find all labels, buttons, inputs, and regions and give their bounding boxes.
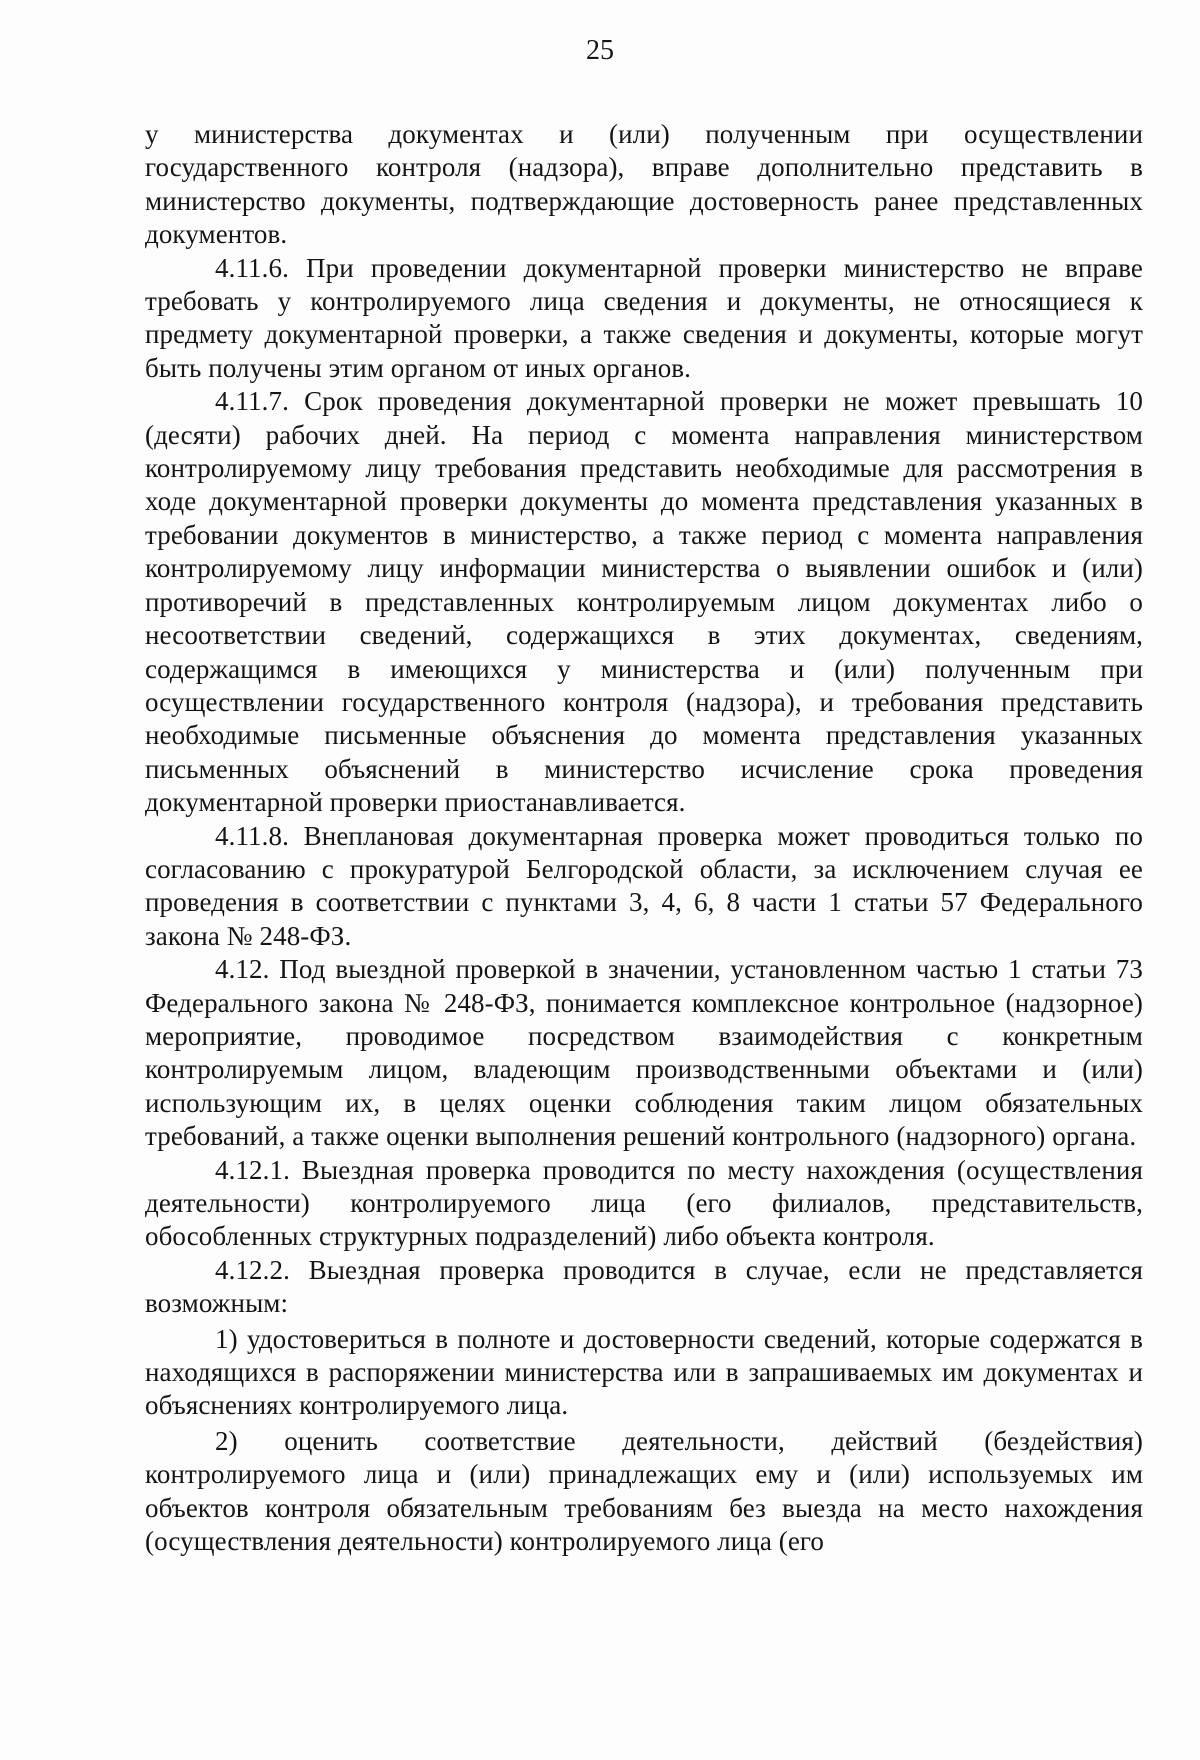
paragraph-continuation: у министерства документах и (или) полученным при осуществлении государственного контроля (надзора), вправе дополнительно представить в министерство документы, подтверждающие достоверность ранее представленных документов. bbox=[145, 119, 1143, 250]
paragraph-4-12-1: 4.12.1. Выездная проверка проводится по месту нахождения (осуществления деятельности) контролируемого лица (его филиалов, представительств, обособленных структурных подразделений) либо объекта контроля. bbox=[145, 1154, 1143, 1252]
list-item-2: 2) оценить соответствие деятельности, действий (бездействия) контролируемого лица и (или) принадлежащих ему и (или) используемых им объектов контроля обязательным требованиям без выезда на место нахождения (осуществления деятельности) контролируемого лица (его bbox=[145, 1425, 1143, 1557]
page-number: 25 bbox=[586, 35, 614, 66]
paragraph-4-11-8: 4.11.8. Внеплановая документарная проверка может проводиться только по согласованию с прокуратурой Белгородской области, за исключением случая ее проведения в соответствии с пунктами 3, 4, 6, 8 части 1 статьи 57 Федерального закона № 248-ФЗ. bbox=[145, 820, 1143, 951]
paragraph-4-11-7: 4.11.7. Срок проведения документарной проверки не может превышать 10 (десяти) рабочих дней. На период с момента направления министерством контролируемому лицу требования представить необходимые для рассмотрения в ходе документарной проверки документы до момента представления указанных в требовании документов в министерство, а также период с момента направления контролируемому лицу информации министерства о выявлении ошибок и (или) противоречий в представленных контролируемым лицом документах либо о несоответствии сведений, содержащихся в этих документах, сведениям, содержащимся в имеющихся у министерства и (или) полученным при осуществлении государственного контроля (надзора), и требования представить необходимые письменные объяснения до момента представления указанных письменных объяснений в министерство исчисление срока проведения документарной проверки приостанавливается. bbox=[145, 386, 1143, 818]
paragraph-4-12-2: 4.12.2. Выездная проверка проводится в случае, если не представляется возможным: bbox=[145, 1254, 1143, 1319]
list-item-1: 1) удостовериться в полноте и достоверности сведений, которые содержатся в находящихся в распоряжении министерства или в запрашиваемых им документах и объяснениях контролируемого лица. bbox=[145, 1323, 1143, 1421]
document-body bbox=[145, 118, 1143, 1558]
paragraph-4-12: 4.12. Под выездной проверкой в значении, установленном частью 1 статьи 73 Федерального закона № 248-ФЗ, понимается комплексное контрольное (надзорное) мероприятие, проводимое посредством взаимодействия с конкретным контролируемым лицом, владеющим производственными объектами и (или) использующим их, в целях оценки соблюдения таким лицом обязательных требований, а также оценки выполнения решений контрольного (надзорного) органа. bbox=[145, 954, 1143, 1152]
paragraph-4-11-6: 4.11.6. При проведении документарной проверки министерство не вправе требовать у контролируемого лица сведения и документы, не относящиеся к предмету документарной проверки, а также сведения и документы, которые могут быть получены этим органом от иных органов. bbox=[145, 252, 1143, 383]
